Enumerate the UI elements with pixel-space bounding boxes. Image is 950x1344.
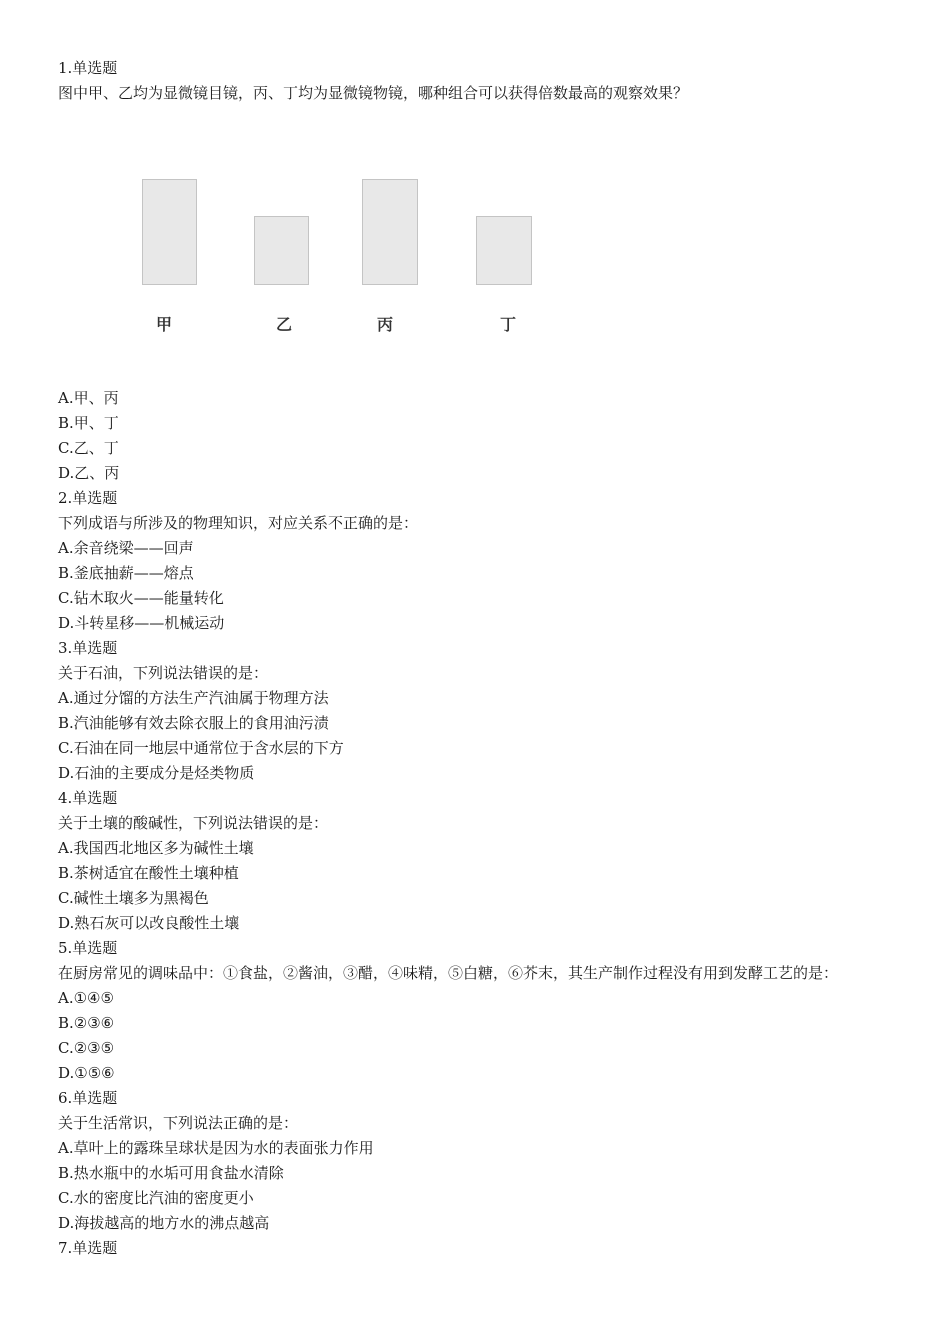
question-header: 4.单选题 xyxy=(58,789,118,807)
eyepiece-yi-shape xyxy=(254,216,309,285)
objective-ding-shape xyxy=(476,216,532,285)
question-stem: 图中甲、乙均为显微镜目镜，丙、丁均为显微镜物镜，哪种组合可以获得倍数最高的观察效果？ xyxy=(58,84,689,102)
question-header: 2.单选题 xyxy=(58,489,118,507)
question-stem: 下列成语与所涉及的物理知识，对应关系不正确的是： xyxy=(58,514,419,532)
question-2 xyxy=(58,486,898,636)
option-d: D.石油的主要成分是烃类物质 xyxy=(58,764,255,782)
question-5 xyxy=(58,936,898,1086)
option-c: C.碱性土壤多为黑褐色 xyxy=(58,889,209,907)
microscope-lens-figure xyxy=(58,106,898,386)
question-stem: 关于生活常识，下列说法正确的是： xyxy=(58,1114,299,1132)
question-header: 5.单选题 xyxy=(58,939,118,957)
option-b: B.②③⑥ xyxy=(58,1014,115,1032)
question-3 xyxy=(58,636,898,786)
option-d: D.乙、丙 xyxy=(58,464,120,482)
label-bing: 丙 xyxy=(376,315,393,334)
question-4 xyxy=(58,786,898,936)
question-6 xyxy=(58,1086,898,1236)
eyepiece-jia-shape xyxy=(142,179,197,285)
exam-page xyxy=(58,56,898,1261)
option-d: D.①⑤⑥ xyxy=(58,1064,115,1082)
option-a: A.我国西北地区多为碱性土壤 xyxy=(58,839,254,857)
option-a: A.甲、丙 xyxy=(58,389,119,407)
option-c: C.石油在同一地层中通常位于含水层的下方 xyxy=(58,739,344,757)
objective-bing-shape xyxy=(362,179,418,285)
question-header: 3.单选题 xyxy=(58,639,118,657)
option-a: A.草叶上的露珠呈球状是因为水的表面张力作用 xyxy=(58,1139,374,1157)
question-header: 6.单选题 xyxy=(58,1089,118,1107)
question-1 xyxy=(58,56,898,486)
option-b: B.茶树适宜在酸性土壤种植 xyxy=(58,864,239,882)
label-jia: 甲 xyxy=(155,315,172,334)
question-stem: 关于土壤的酸碱性，下列说法错误的是： xyxy=(58,814,329,832)
option-d: D.熟石灰可以改良酸性土壤 xyxy=(58,914,240,932)
option-a: A.通过分馏的方法生产汽油属于物理方法 xyxy=(58,689,329,707)
question-header: 7.单选题 xyxy=(58,1239,118,1257)
question-stem: 关于石油，下列说法错误的是： xyxy=(58,664,269,682)
option-b: B.热水瓶中的水垢可用食盐水清除 xyxy=(58,1164,284,1182)
option-c: C.水的密度比汽油的密度更小 xyxy=(58,1189,254,1207)
option-b: B.甲、丁 xyxy=(58,414,119,432)
option-c: C.钻木取火——能量转化 xyxy=(58,589,224,607)
option-c: C.乙、丁 xyxy=(58,439,119,457)
option-b: B.汽油能够有效去除衣服上的食用油污渍 xyxy=(58,714,329,732)
option-a: A.余音绕梁——回声 xyxy=(58,539,194,557)
option-d: D.海拔越高的地方水的沸点越高 xyxy=(58,1214,270,1232)
label-ding: 丁 xyxy=(499,315,516,334)
option-b: B.釜底抽薪——熔点 xyxy=(58,564,194,582)
question-header: 1.单选题 xyxy=(58,59,118,77)
label-yi: 乙 xyxy=(275,315,292,334)
option-a: A.①④⑤ xyxy=(58,989,114,1007)
option-d: D.斗转星移——机械运动 xyxy=(58,614,225,632)
option-c: C.②③⑤ xyxy=(58,1039,115,1057)
question-7 xyxy=(58,1236,898,1261)
question-stem: 在厨房常见的调味品中：①食盐，②酱油，③醋，④味精，⑤白糖，⑥芥末，其生产制作过程没有用到发酵工艺的是： xyxy=(58,964,839,982)
